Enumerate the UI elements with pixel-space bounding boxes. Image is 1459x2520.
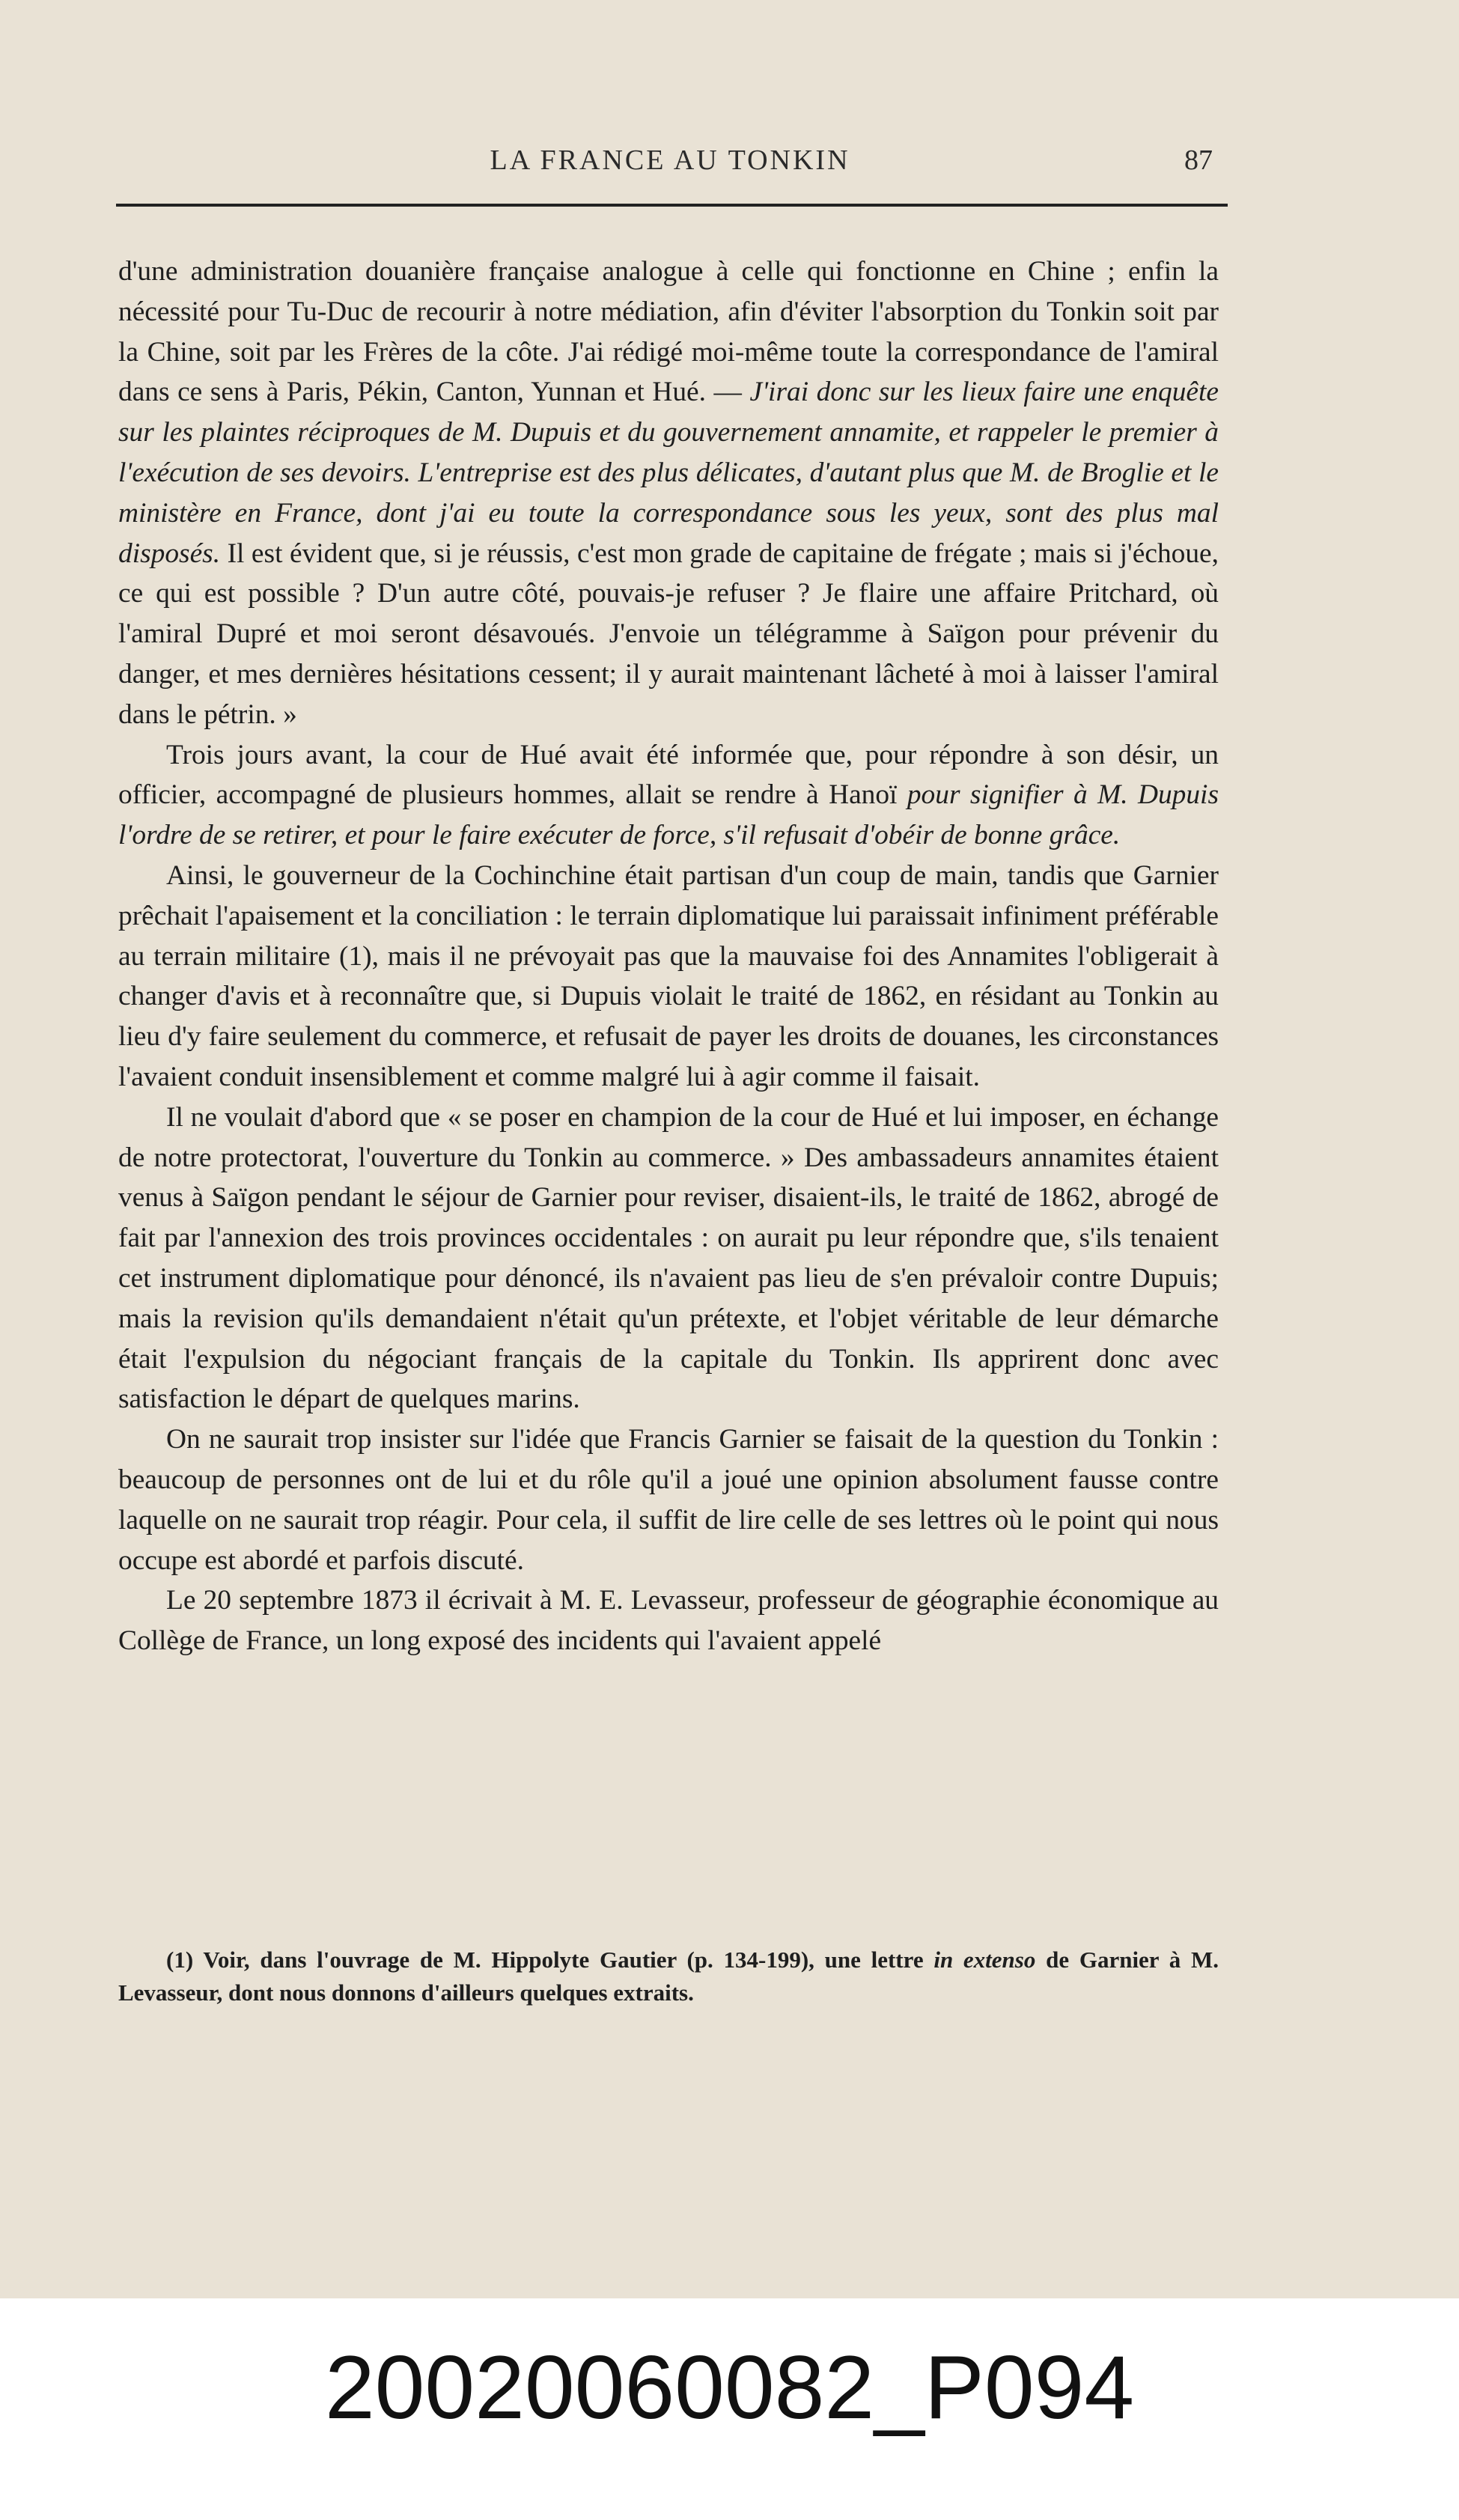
text-run: Le 20 septembre 1873 il écrivait à M. E. Levasseur, professeur de géographie économique au Collège de France, un long exposé des incidents qui l'avaient appelé	[118, 1585, 1219, 1657]
text-run: d'une administration douanière française analogue à celle qui fonctionne en Chine ; enfin la nécessité pour Tu-Duc de recourir à notre médiation, afin d'éviter l'absorption du Tonkin soit par la Chine, soit par les Frères de la côte. J'ai rédigé moi-même toute la correspondance de l'amiral dans ce sens à Paris, Pékin, Canton, Yunnan et Hué. —	[118, 256, 1219, 408]
body-paragraph	[118, 252, 1219, 735]
text-run: On ne saurait trop insister sur l'idée que Francis Garnier se faisait de la question du Tonkin : beaucoup de personnes ont de lui et du rôle qu'il a joué une opinion absolument fausse contre laquelle on ne saurait trop réagir. Pour cela, il suffit de lire celle de ses lettres où le point qui nous occupe est abordé et parfois discuté.	[118, 1424, 1219, 1576]
italic-run: pour signifier à M. Dupuis l'ordre de se retirer, et pour le faire exécuter de force, s'il refusait d'obéir de bonne grâce.	[118, 779, 1219, 851]
page-header	[112, 133, 1228, 186]
text-run: Ainsi, le gouverneur de la Cochinchine était partisan d'un coup de main, tandis que Garnier prêchait l'apaisement et la conciliation : le terrain diplomatique lui paraissait infiniment préférable au terrain militaire (1), mais il ne prévoyait pas que la mauvaise foi des Annamites l'obligerait à changer d'avis et à reconnaître que, si Dupuis violait le traité de 1862, en résidant au Tonkin au lieu d'y faire seulement du commerce, et refusait de payer les droits de douanes, les circonstances l'avaient conduit insensiblement et comme malgré lui à agir comme il faisait.	[118, 859, 1219, 1092]
body-paragraph	[118, 1580, 1219, 1661]
running-head: LA FRANCE AU TONKIN	[490, 144, 850, 176]
text-run: Il est évident que, si je réussis, c'est mon grade de capitaine de frégate ; mais si j'échoue, ce qui est possible ? D'un autre côté, pouvais-je refuser ? Je flaire une affaire Pritchard, où l'amiral Dupré et moi seront désavoués. J'envoie un télégramme à Saïgon pour prévenir du danger, et mes dernières hésitations cessent; il y aurait maintenant lâcheté à moi à laisser l'amiral dans le pétrin. »	[118, 538, 1219, 730]
body-paragraph	[118, 1098, 1219, 1419]
footnote	[118, 1944, 1219, 2009]
body-text	[118, 252, 1219, 1661]
page-number: 87	[1184, 144, 1213, 176]
footnote-italic-run: in extenso	[933, 1947, 1036, 1973]
footnote-text-run: de Garnier à M. Levasseur, dont nous donnons d'ailleurs quelques extraits.	[118, 1947, 1219, 2006]
image-caption: 20020060082_P094	[324, 2337, 1135, 2438]
italic-run: J'irai donc sur les lieux faire une enquête sur les plaintes réciproques de M. Dupuis et du gouvernement annamite, et rappeler le premier à l'exécution de ses devoirs. L'entreprise est des plus délicates, d'autant plus que M. de Broglie et le ministère en France, dont j'ai eu toute la correspondance sous les yeux, sont des plus mal disposés.	[118, 377, 1219, 569]
body-paragraph	[118, 1419, 1219, 1580]
header-rule	[116, 204, 1228, 207]
body-paragraph	[118, 856, 1219, 1098]
footnote-text-run: (1) Voir, dans l'ouvrage de M. Hippolyte Gautier (p. 134-199), une lettre	[166, 1947, 934, 1973]
text-run: Il ne voulait d'abord que « se poser en champion de la cour de Hué et lui imposer, en échange de notre protectorat, l'ouverture du Tonkin au commerce. » Des ambassadeurs annamites étaient venus à Saïgon pendant le séjour de Garnier pour reviser, disaient-ils, le traité de 1862, abrogé de fait par l'annexion des trois provinces occidentales : on aurait pu leur répondre que, s'ils tenaient cet instrument diplomatique pour dénoncé, ils n'avaient pas lieu de s'en prévaloir contre Dupuis; mais la revision qu'ils demandaient n'était qu'un prétexte, et l'objet véritable de leur démarche était l'expulsion du négociant français de la capitale du Tonkin. Ils apprirent donc avec satisfaction le départ de quelques marins.	[118, 1101, 1219, 1415]
text-run: Trois jours avant, la cour de Hué avait été informée que, pour répondre à son désir, un officier, accompagné de plusieurs hommes, allait se rendre à Hanoï	[118, 739, 1219, 811]
body-paragraph	[118, 735, 1219, 856]
